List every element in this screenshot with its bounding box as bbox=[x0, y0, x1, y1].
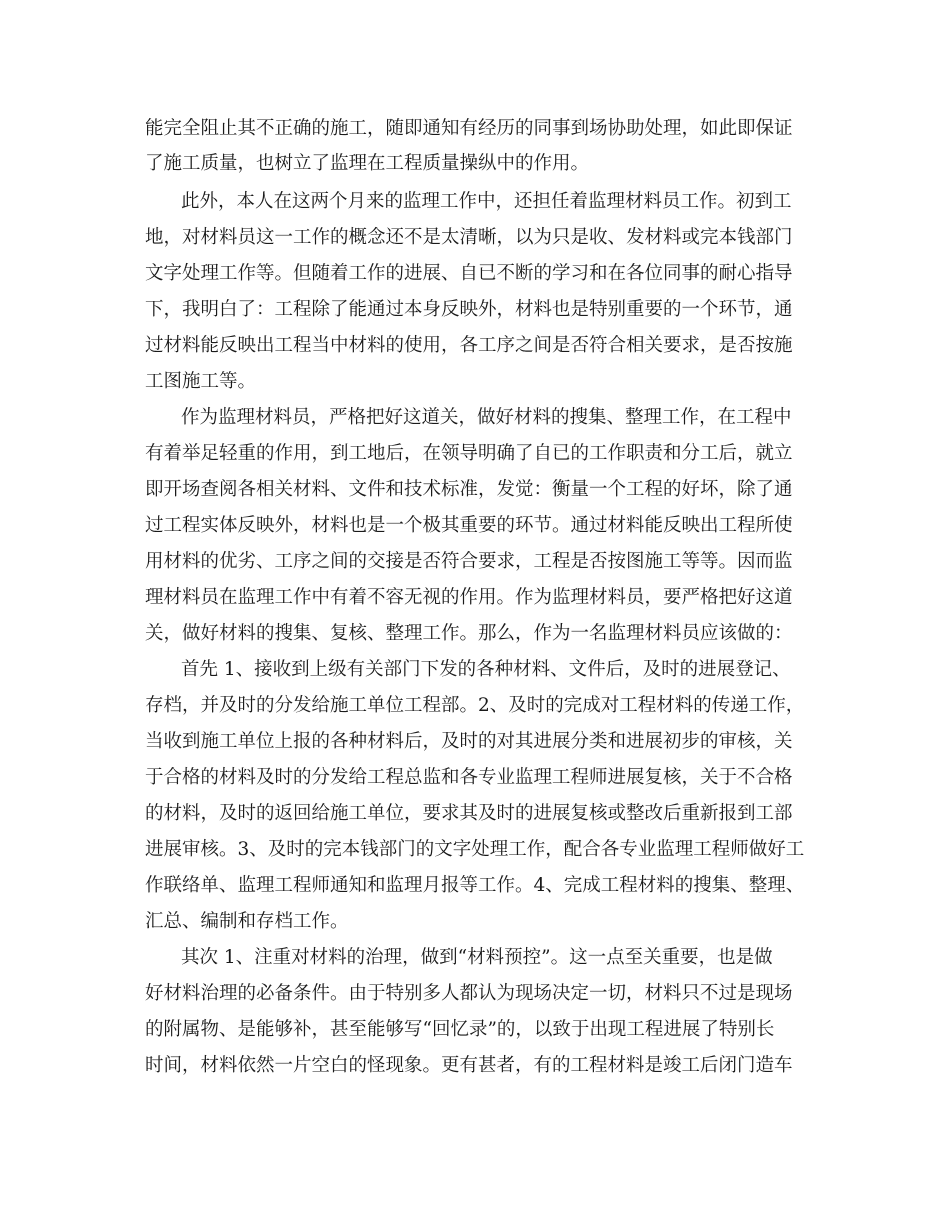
text-line: 于合格的材料及时的分发给工程总监和各专业监理工程师进展复核，关于不合格 bbox=[145, 767, 793, 788]
text-line: 工图施工等。 bbox=[145, 371, 257, 392]
text-line: 能完全阻止其不正确的施工，随即通知有经历的同事到场协助处理，如此即保证 bbox=[145, 118, 793, 139]
text-line: 作联络单、监理工程师通知和监理月报等工作。4、完成工程材料的搜集、整理、 bbox=[145, 875, 805, 896]
text-line: 有着举足轻重的作用，到工地后，在领导明确了自已的工作职责和分工后，就立 bbox=[145, 443, 793, 464]
text-line: 进展审核。3、及时的完本钱部门的文字处理工作，配合各专业监理工程师做好工 bbox=[145, 839, 805, 860]
text-line: 过材料能反映出工程当中材料的使用，各工序之间是否符合相关要求，是否按施 bbox=[145, 335, 793, 356]
text-line: 时间，材料依然一片空白的怪现象。更有甚者，有的工程材料是竣工后闭门造车 bbox=[145, 1055, 793, 1076]
text-line: 首先 1、接收到上级有关部门下发的各种材料、文件后，及时的进展登记、 bbox=[181, 659, 791, 680]
text-line: 好材料治理的必备条件。由于特别多人都认为现场决定一切，材料只不过是现场 bbox=[145, 983, 793, 1004]
text-line: 的附属物、是能够补，甚至能够写“回忆录”的，以致于出现工程进展了特别长 bbox=[145, 1019, 775, 1040]
text-line: 用材料的优劣、工序之间的交接是否符合要求，工程是否按图施工等等。因而监 bbox=[145, 551, 793, 572]
text-line: 地，对材料员这一工作的概念还不是太清晰，以为只是收、发材料或完本钱部门 bbox=[145, 227, 793, 248]
text-line: 过工程实体反映外，材料也是一个极其重要的环节。通过材料能反映出工程所使 bbox=[145, 515, 793, 536]
text-line: 存档，并及时的分发给施工单位工程部。2、及时的完成对工程材料的传递工作， bbox=[145, 695, 805, 716]
text-line: 了施工质量，也树立了监理在工程质量操纵中的作用。 bbox=[145, 153, 590, 174]
text-line: 其次 1、注重对材料的治理，做到“材料预控”。这一点至关重要，也是做 bbox=[181, 947, 773, 968]
text-line: 下，我明白了：工程除了能通过本身反映外，材料也是特别重要的一个环节，通 bbox=[145, 299, 793, 320]
text-line: 文字处理工作等。但随着工作的进展、自已不断的学习和在各位同事的耐心指导 bbox=[145, 263, 793, 284]
text-line: 关，做好材料的搜集、复核、整理工作。那么，作为一名监理材料员应该做的： bbox=[145, 623, 793, 644]
text-line: 作为监理材料员，严格把好这道关，做好材料的搜集、整理工作，在工程中 bbox=[181, 407, 792, 428]
text-line: 当收到施工单位上报的各种材料后，及时的对其进展分类和进展初步的审核，关 bbox=[145, 731, 793, 752]
text-line: 此外，本人在这两个月来的监理工作中，还担任着监理材料员工作。初到工 bbox=[181, 191, 792, 212]
text-line: 即开场查阅各相关材料、文件和技术标准，发觉：衡量一个工程的好坏，除了通 bbox=[145, 479, 793, 500]
text-line: 汇总、编制和存档工作。 bbox=[145, 911, 349, 932]
text-line: 理材料员在监理工作中有着不容无视的作用。作为监理材料员，要严格把好这道 bbox=[145, 587, 793, 608]
text-line: 的材料，及时的返回给施工单位，要求其及时的进展复核或整改后重新报到工部 bbox=[145, 803, 793, 824]
